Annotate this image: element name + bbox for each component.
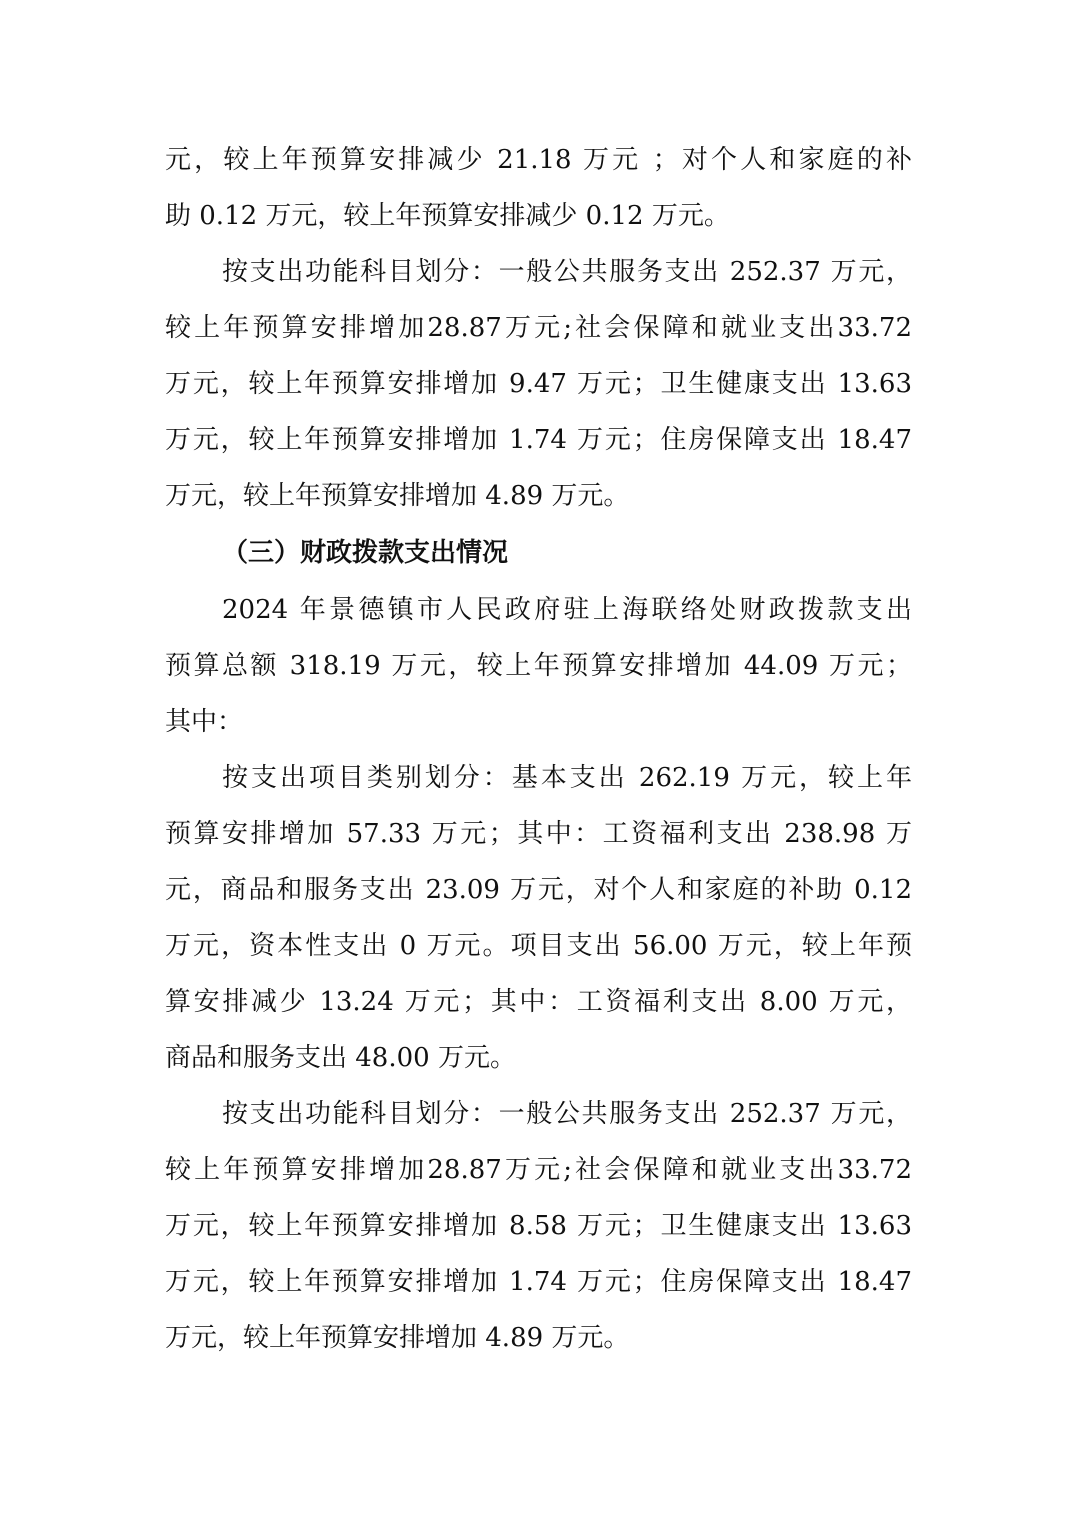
text-line: 万元，较上年预算安排增加 1.74 万元；住房保障支出 18.47 [165,1267,912,1297]
text-line: 万元，较上年预算安排增加 4.89 万元。 [165,481,630,511]
text-line: 助 0.12 万元，较上年预算安排减少 0.12 万元。 [165,201,730,231]
section-heading: （三）财政拨款支出情况 [222,538,509,568]
text-line: 2024 年景德镇市人民政府驻上海联络处财政拨款支出 [222,595,912,625]
text-line: 算安排减少 13.24 万元；其中：工资福利支出 8.00 万元， [165,987,912,1017]
text-line: 万元，较上年预算安排增加 1.74 万元；住房保障支出 18.47 [165,425,912,455]
text-line: 预算安排增加 57.33 万元；其中：工资福利支出 238.98 万 [165,819,912,849]
text-line: 万元，较上年预算安排增加 9.47 万元；卫生健康支出 13.63 [165,369,912,399]
text-line: 商品和服务支出 48.00 万元。 [165,1043,516,1073]
text-line: 元，较上年预算安排减少 21.18 万元 ；对个人和家庭的补 [165,145,912,175]
text-line: 预算总额 318.19 万元，较上年预算安排增加 44.09 万元； [165,651,912,681]
text-line: 按支出功能科目划分：一般公共服务支出 252.37 万元， [222,257,912,287]
text-line: 较上年预算安排增加28.87万元;社会保障和就业支出33.72 [165,313,912,343]
text-line: 万元，资本性支出 0 万元。项目支出 56.00 万元，较上年预 [165,931,912,961]
text-line: 较上年预算安排增加28.87万元;社会保障和就业支出33.72 [165,1155,912,1185]
text-line: 按支出项目类别划分：基本支出 262.19 万元，较上年 [222,763,912,793]
text-line: 按支出功能科目划分：一般公共服务支出 252.37 万元， [222,1099,912,1129]
document-page [165,132,912,1366]
text-line: 元，商品和服务支出 23.09 万元，对个人和家庭的补助 0.12 [165,875,912,905]
text-line: 万元，较上年预算安排增加 4.89 万元。 [165,1323,630,1353]
text-line: 其中： [165,707,244,737]
text-line: 万元，较上年预算安排增加 8.58 万元；卫生健康支出 13.63 [165,1211,912,1241]
